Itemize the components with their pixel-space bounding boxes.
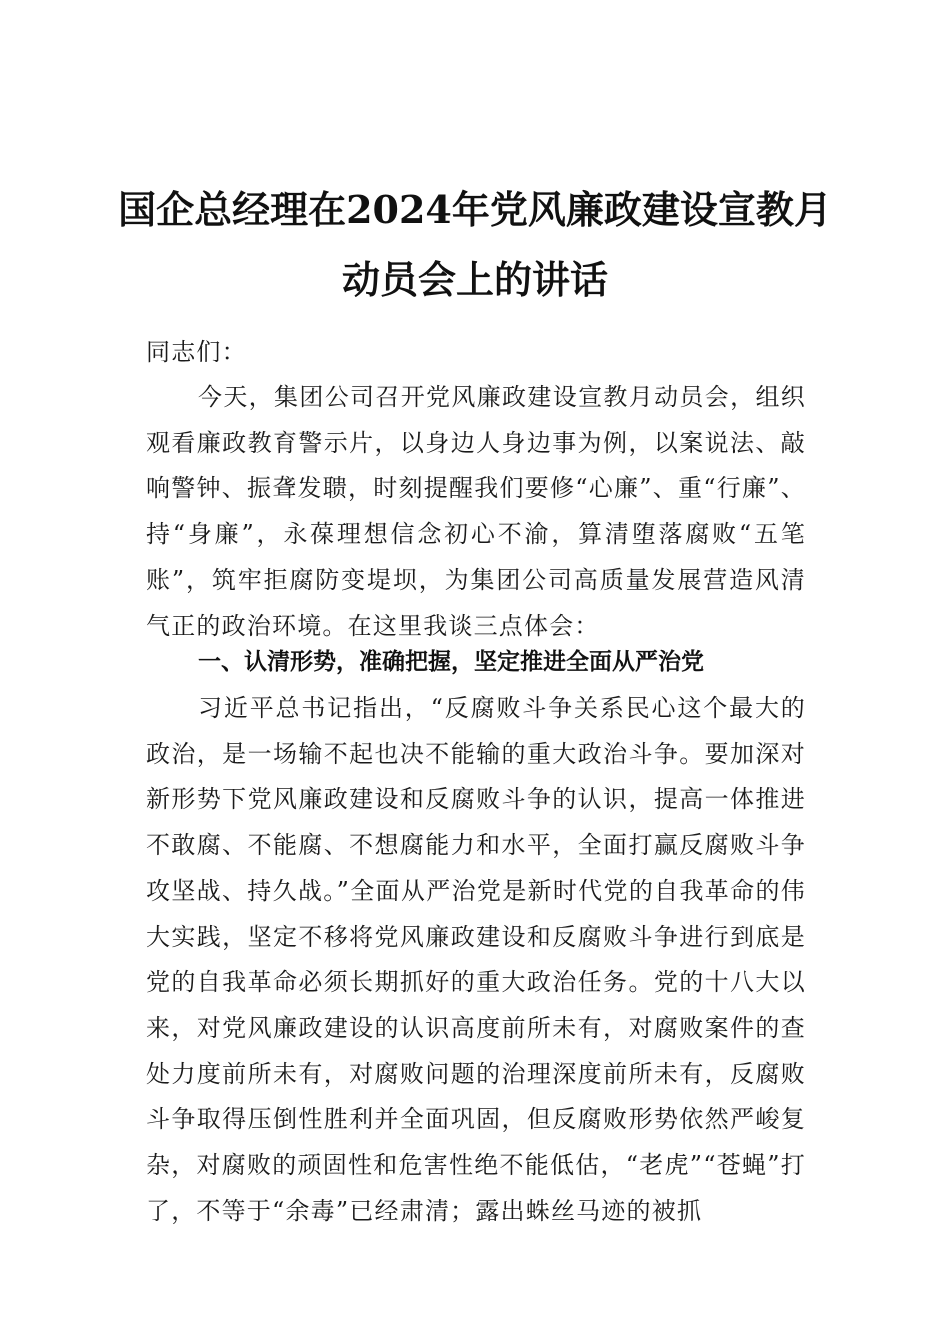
paragraph-intro: 今天，集团公司召开党风廉政建设宣教月动员会，组织观看廉政教育警示片，以身边人身边事为例，以案说法、敲响警钟、振聋发聩，时刻提醒我们要修“心廉”、重“行廉”、持“身廉”，永葆理想信念初心不渝，算清堕落腐败“五笔账”，筑牢拒腐防变堤坝，为集团公司高质量发展营造风清气正的政治环境。在这里我谈三点体会：: [146, 383, 806, 640]
salutation: 同志们：: [146, 338, 247, 366]
document-title-line-1: 国企总经理在2024年党风廉政建设宣教月: [118, 187, 832, 233]
paragraph-section-1: 习近平总书记指出，“反腐败斗争关系民心这个最大的政治，是一场输不起也决不能输的重大政治斗争。要加深对新形势下党风廉政建设和反腐败斗争的认识，提高一体推进不敢腐、不能腐、不想腐能力和水平，全面打赢反腐败斗争攻坚战、持久战。”全面从严治党是新时代党的自我革命的伟大实践，坚定不移将党风廉政建设和反腐败斗争进行到底是党的自我革命必须长期抓好的重大政治任务。党的十八大以来，对党风廉政建设的认识高度前所未有，对腐败案件的查处力度前所未有，对腐败问题的治理深度前所未有，反腐败斗争取得压倒性胜利并全面巩固，但反腐败形势依然严峻复杂，对腐败的顽固性和危害性绝不能低估，“老虎”“苍蝇”打了，不等于“余毒”已经肃清；露出蛛丝马迹的被抓: [146, 694, 806, 1225]
section-heading-1: 一、认清形势，准确把握，坚定推进全面从严治党: [198, 649, 704, 675]
document-title-line-2: 动员会上的讲话: [341, 257, 608, 303]
